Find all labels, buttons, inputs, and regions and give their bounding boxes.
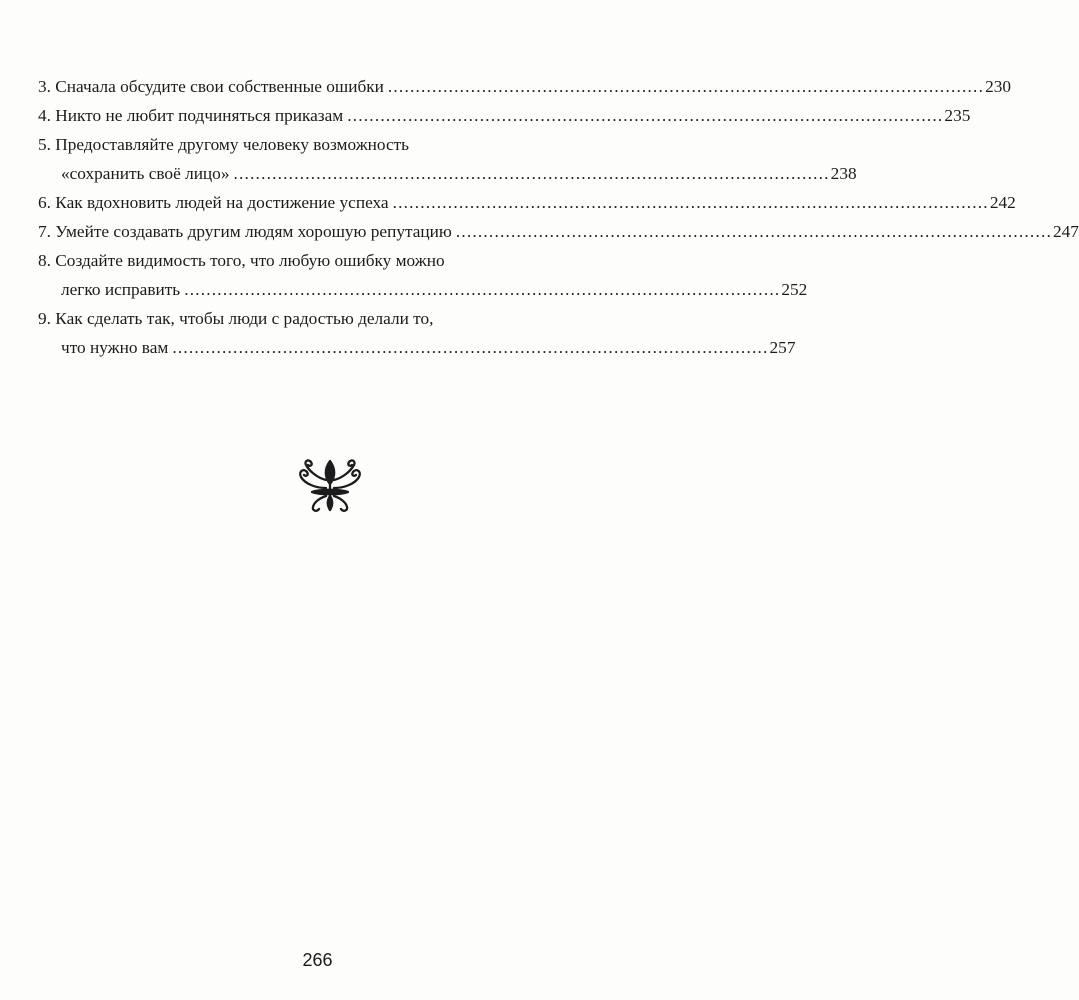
toc-entry	[38, 72, 1012, 101]
page-number: 266	[302, 950, 333, 970]
toc-entry	[38, 188, 1016, 217]
toc-entry	[38, 304, 796, 362]
toc-entry-title-continuation: «сохранить своё лицо»	[61, 164, 230, 183]
toc-line	[38, 304, 596, 333]
dot-leader: ............................................................................................................	[392, 193, 989, 212]
toc-entry-title: 6. Как вдохновить людей на достижение успеха	[38, 193, 389, 212]
table-of-contents	[38, 72, 1079, 362]
dot-leader: ............................................................................................................	[184, 280, 781, 299]
toc-line-continuation	[38, 159, 857, 188]
toc-entry-title-continuation: что нужно вам	[61, 338, 169, 357]
toc-line	[38, 246, 596, 275]
toc-entry-title: 8. Создайте видимость того, что любую ошибку можно	[38, 251, 445, 270]
toc-entry	[38, 217, 1079, 246]
toc-entry-title: 4. Никто не любит подчиняться приказам	[38, 106, 344, 125]
toc-entry-title: 7. Умейте создавать другим людям хорошую репутацию	[38, 222, 452, 241]
dot-leader: ............................................................................................................	[233, 164, 830, 183]
toc-entry-title: 5. Предоставляйте другому человеку возможность	[38, 135, 410, 154]
dot-leader: ............................................................................................................	[172, 338, 769, 357]
toc-page-number: 247	[1053, 222, 1079, 241]
toc-entry-title-continuation: легко исправить	[61, 280, 181, 299]
toc-page-number: 257	[769, 338, 796, 357]
toc-line-continuation	[38, 333, 796, 362]
dot-leader: ............................................................................................................	[387, 77, 985, 96]
toc-entry-title: 9. Как сделать так, чтобы люди с радостью делали то,	[38, 309, 434, 328]
toc-entry-title: 3. Сначала обсудите свои собственные ошибки	[38, 77, 384, 96]
dot-leader: ............................................................................................................	[455, 222, 1053, 241]
toc-page-number: 235	[944, 106, 971, 125]
toc-page-number: 252	[781, 280, 808, 299]
toc-entry	[38, 101, 971, 130]
toc-line	[38, 188, 1016, 217]
toc-line	[38, 72, 1012, 101]
toc-page-number: 230	[985, 77, 1012, 96]
toc-line	[38, 217, 1079, 246]
toc-line	[38, 101, 971, 130]
toc-page-number: 242	[989, 193, 1016, 212]
dot-leader: ............................................................................................................	[347, 106, 944, 125]
fleuron-ornament-icon	[296, 458, 364, 514]
toc-entry	[38, 130, 857, 188]
toc-line	[38, 130, 596, 159]
toc-entry	[38, 246, 808, 304]
toc-page-number: 238	[830, 164, 857, 183]
toc-line-continuation	[38, 275, 808, 304]
